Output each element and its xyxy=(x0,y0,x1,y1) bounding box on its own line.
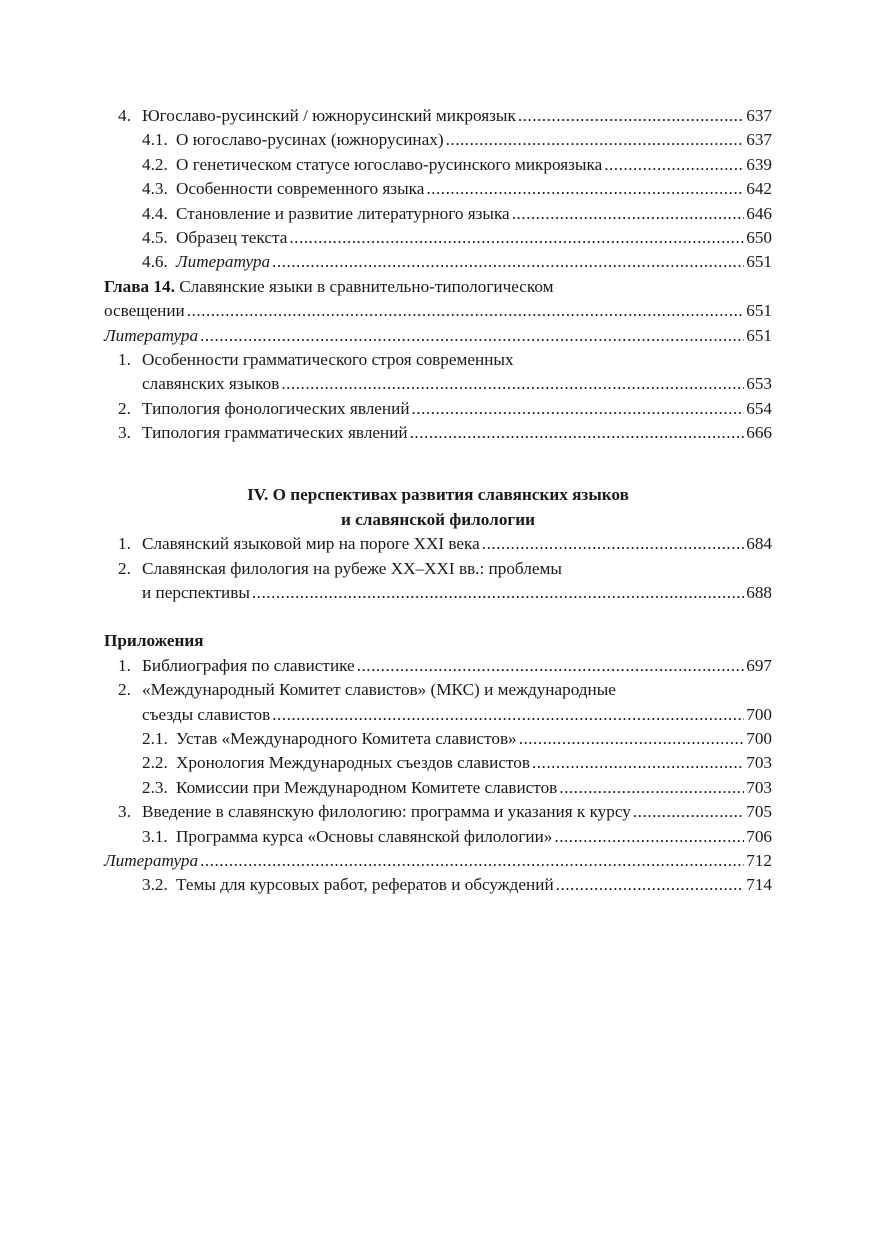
entry-number: 3. xyxy=(118,802,131,822)
dot-leader xyxy=(532,751,744,775)
dot-leader xyxy=(446,128,745,152)
entry-number: 1. xyxy=(118,655,131,675)
entry-page: 703 xyxy=(746,753,772,773)
spacer xyxy=(104,445,772,483)
dot-leader xyxy=(512,202,745,226)
entry-page: 706 xyxy=(746,826,772,846)
toc-entry[interactable] xyxy=(104,226,772,250)
toc-entry[interactable] xyxy=(104,557,772,581)
entry-title: Славянский языковой мир на пороге XXI века xyxy=(142,534,480,554)
toc-entry[interactable] xyxy=(104,532,772,556)
entry-number: 4.2. xyxy=(142,154,168,174)
entry-number: 4.1. xyxy=(142,130,168,150)
entry-number: 2.2. xyxy=(142,753,168,773)
spacer xyxy=(104,605,772,629)
entry-number: 2.3. xyxy=(142,777,168,797)
toc-entry-continuation[interactable] xyxy=(104,703,772,727)
dot-leader xyxy=(556,873,745,897)
dot-leader xyxy=(272,703,744,727)
toc-entry[interactable] xyxy=(104,104,772,128)
entry-page: 651 xyxy=(746,325,772,345)
entry-number: 4.4. xyxy=(142,203,168,223)
entry-title-cont: и перспективы xyxy=(142,583,250,603)
toc-entry[interactable] xyxy=(104,654,772,678)
toc-entry[interactable] xyxy=(104,202,772,226)
entry-page: 705 xyxy=(746,802,772,822)
entry-title-cont: славянских языков xyxy=(142,374,280,394)
dot-leader xyxy=(633,800,744,824)
entry-title: Особенности грамматического строя современных xyxy=(142,349,514,369)
entry-page: 653 xyxy=(746,374,772,394)
entry-page: 703 xyxy=(746,777,772,797)
entry-page: 651 xyxy=(746,301,772,321)
dot-leader xyxy=(289,226,744,250)
entry-title: Типология фонологических явлений xyxy=(142,398,410,418)
appendix-heading: Приложения xyxy=(104,631,204,651)
dot-leader xyxy=(519,727,745,751)
entry-title: Особенности современного языка xyxy=(176,179,425,199)
entry-page: 639 xyxy=(746,154,772,174)
toc-entry[interactable] xyxy=(104,751,772,775)
entry-page: 637 xyxy=(746,130,772,150)
entry-title: «Международный Комитет славистов» (МКС) и международные xyxy=(142,680,616,700)
toc-entry[interactable] xyxy=(104,324,772,348)
entry-page: 637 xyxy=(746,106,772,125)
dot-leader xyxy=(187,299,744,323)
toc-entry[interactable] xyxy=(104,153,772,177)
entry-page: 688 xyxy=(746,583,772,603)
dot-leader xyxy=(482,532,744,556)
entry-number: 3. xyxy=(118,423,131,443)
entry-page: 650 xyxy=(746,227,772,247)
entry-title: Славянская филология на рубеже XX–XXI вв.: проблемы xyxy=(142,558,562,578)
entry-title-cont: съезды славистов xyxy=(142,704,271,724)
toc-entry[interactable] xyxy=(104,348,772,372)
entry-page: 642 xyxy=(746,179,772,199)
entry-page: 712 xyxy=(746,850,772,870)
dot-leader xyxy=(426,177,744,201)
entry-page: 651 xyxy=(746,252,772,272)
toc-entry-continuation[interactable] xyxy=(104,581,772,605)
toc-entry[interactable] xyxy=(104,421,772,445)
entry-title: Литература xyxy=(104,325,199,345)
entry-title: Программа курса «Основы славянской филологии» xyxy=(176,826,553,846)
dot-leader xyxy=(252,581,744,605)
toc-entry[interactable] xyxy=(104,825,772,849)
entry-page: 666 xyxy=(746,423,772,443)
dot-leader xyxy=(357,654,745,678)
entry-page: 654 xyxy=(746,398,772,418)
dot-leader xyxy=(604,153,744,177)
part-heading: IV. О перспективах развития славянских языков xyxy=(247,485,629,505)
entry-page: 700 xyxy=(746,704,772,724)
chapter-title-cont: освещении xyxy=(104,301,185,321)
entry-title: О генетическом статусе югославо-русинского микроязыка xyxy=(176,154,603,174)
entry-number: 2. xyxy=(118,398,131,418)
toc-entry[interactable] xyxy=(104,776,772,800)
entry-title: Введение в славянскую филологию: программа и указания к курсу xyxy=(142,802,631,822)
entry-number: 4.3. xyxy=(142,179,168,199)
toc-entry[interactable] xyxy=(104,873,772,897)
table-of-contents xyxy=(104,104,772,898)
dot-leader xyxy=(412,397,745,421)
entry-title: Литература xyxy=(176,252,271,272)
entry-title: Типология грамматических явлений xyxy=(142,423,408,443)
entry-number: 2. xyxy=(118,558,131,578)
entry-title: Югославо-русинский / южнорусинский микроязык xyxy=(142,106,516,125)
entry-title: Литература xyxy=(104,850,199,870)
toc-entry[interactable] xyxy=(104,678,772,702)
toc-entry-continuation[interactable] xyxy=(104,299,772,323)
entry-title: Хронология Международных съездов славистов xyxy=(176,753,530,773)
entry-title: Темы для курсовых работ, рефератов и обсуждений xyxy=(176,875,554,895)
entry-page: 684 xyxy=(746,534,772,554)
entry-number: 4.5. xyxy=(142,227,168,247)
entry-page: 697 xyxy=(746,655,772,675)
toc-entry[interactable] xyxy=(104,727,772,751)
entry-number: 4. xyxy=(118,106,131,125)
entry-title: О югославо-русинах (южнорусинах) xyxy=(176,130,444,150)
entry-page: 646 xyxy=(746,203,772,223)
toc-entry[interactable] xyxy=(104,800,772,824)
entry-title: Библиография по славистике xyxy=(142,655,355,675)
dot-leader xyxy=(200,849,744,873)
entry-number: 3.1. xyxy=(142,826,168,846)
toc-entry[interactable] xyxy=(104,177,772,201)
dot-leader xyxy=(281,372,744,396)
entry-title: Становление и развитие литературного языка xyxy=(176,203,510,223)
chapter-title: Славянские языки в сравнительно-типологическом xyxy=(179,276,554,296)
dot-leader xyxy=(559,776,744,800)
entry-title: Комиссии при Международном Комитете славистов xyxy=(176,777,558,797)
dot-leader xyxy=(272,250,744,274)
dot-leader xyxy=(410,421,745,445)
chapter-heading[interactable] xyxy=(104,275,772,299)
entry-number: 1. xyxy=(118,349,131,369)
toc-entry-continuation[interactable] xyxy=(104,372,772,396)
entry-page: 700 xyxy=(746,728,772,748)
chapter-label: Глава 14. xyxy=(104,276,175,296)
toc-entry[interactable] xyxy=(104,128,772,152)
entry-page: 714 xyxy=(746,875,772,895)
toc-entry[interactable] xyxy=(104,397,772,421)
part-heading-cont: и славянской филологии xyxy=(340,509,536,529)
dot-leader xyxy=(200,324,744,348)
dot-leader xyxy=(518,104,744,128)
dot-leader xyxy=(554,825,744,849)
entry-title: Устав «Международного Комитета славистов» xyxy=(176,728,517,748)
entry-number: 3.2. xyxy=(142,875,168,895)
entry-number: 2.1. xyxy=(142,728,168,748)
entry-number: 2. xyxy=(118,680,131,700)
entry-title: Образец текста xyxy=(176,227,288,247)
entry-number: 1. xyxy=(118,534,131,554)
toc-entry[interactable] xyxy=(104,250,772,274)
toc-entry[interactable] xyxy=(104,849,772,873)
entry-number: 4.6. xyxy=(142,252,168,272)
